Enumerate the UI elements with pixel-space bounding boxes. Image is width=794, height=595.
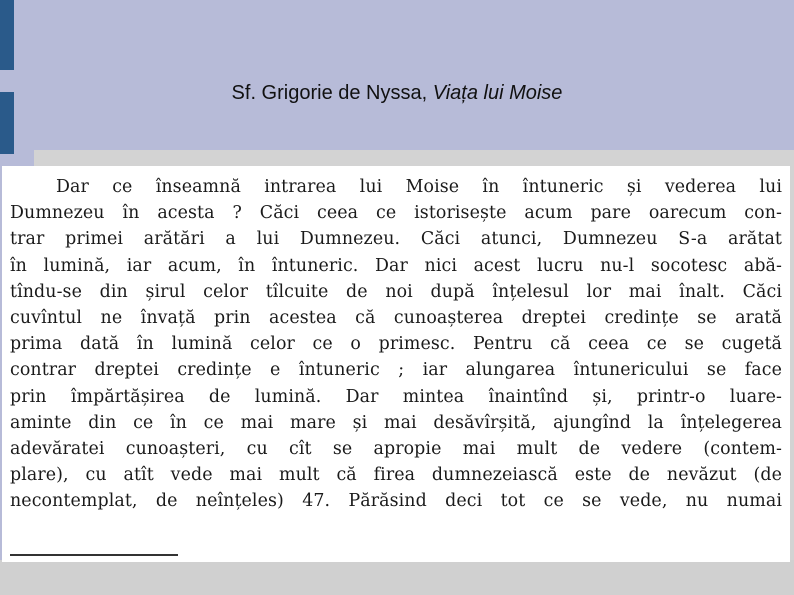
text-line-5: tîndu-se din șirul celor tîlcuite de noi după înțelesul lor mai înalt. Căci xyxy=(10,281,782,302)
text-line-10: aminte din ce în ce mai mare și mai desăvîrșită, ajungînd la înțelegerea xyxy=(10,412,782,433)
title-italic: Viața lui Moise xyxy=(432,82,563,104)
text-line-12: plare), cu atît vede mai mult că firea dumnezeiască este de nevăzut (de xyxy=(10,465,782,486)
accent-bar-top xyxy=(0,0,14,70)
text-line-3: trar primei arătări a lui Dumnezeu. Căci atunci, Dumnezeu S-a arătat xyxy=(10,229,782,250)
text-line-6: cuvîntul ne învață prin acestea că cunoașterea dreptei credințe se arată xyxy=(10,308,782,329)
text-line-2: Dumnezeu în acesta ? Căci ceea ce istorisește acum pare oarecum con- xyxy=(10,203,782,224)
text-line-4: în lumină, iar acum, în întuneric. Dar nici acest lucru nu-l socotesc abă- xyxy=(10,255,782,276)
text-line-8: contrar dreptei credințe e întuneric ; iar alungarea întunericului se face xyxy=(10,360,782,381)
text-line-11: adevăratei cunoașteri, cu cît se apropie mai mult de vedere (contem- xyxy=(10,439,782,460)
footnote-rule xyxy=(10,554,178,556)
text-line-9: prin împărtășirea de lumină. Dar mintea înaintînd și, printr-o luare- xyxy=(10,386,782,407)
bottom-strip xyxy=(0,560,794,595)
title-prefix: Sf. Grigorie de Nyssa, xyxy=(231,82,433,104)
text-line-1: Dar ce înseamnă intrarea lui Moise în întuneric și vederea lui xyxy=(56,177,782,197)
scanned-page xyxy=(2,166,790,562)
text-line-7: prima dată în lumină celor ce o primesc. Pentru că ceea ce se cugetă xyxy=(10,334,782,355)
scanned-text-block xyxy=(10,174,782,515)
text-line-13: necontemplat, de neînțeles) 47. Părăsind deci tot ce se vede, nu numai xyxy=(10,491,782,512)
slide-title xyxy=(0,82,794,105)
